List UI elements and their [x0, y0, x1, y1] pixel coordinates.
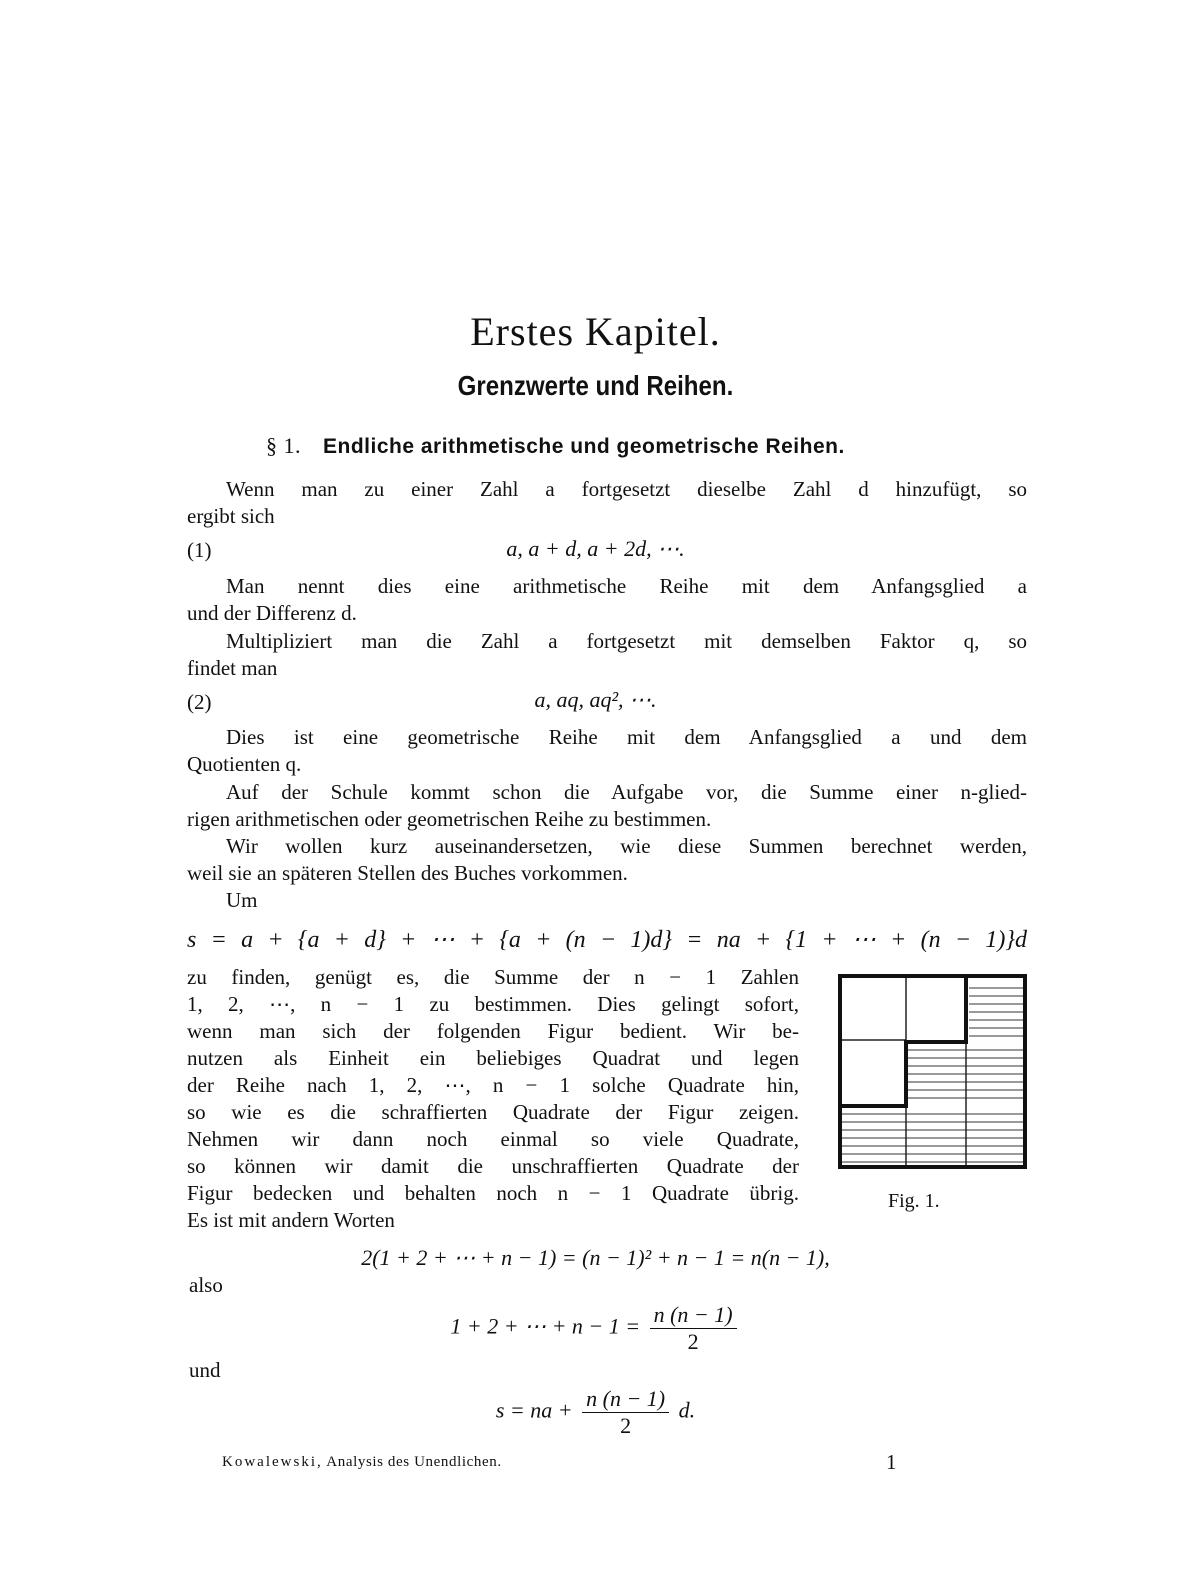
paragraph-5-line-2: rigen arithmetischen oder geometrischen Reihe zu bestimmen.	[187, 807, 712, 831]
equation-4: 2(1 + 2 + ⋯ + n − 1) = (n − 1)² + n − 1 = n(n − 1),	[361, 1245, 830, 1270]
paragraph-4-line-1: Dies ist eine geometrische Reihe mit dem Anfangsglied a und dem	[226, 725, 1027, 749]
equation-6	[0, 1386, 1191, 1439]
paragraph-3-line-2: findet man	[187, 656, 278, 680]
wrapped-text-line: 1, 2, ⋯, n − 1 zu bestimmen. Dies gelingt sofort,	[187, 992, 799, 1016]
footer-author: Kowalewski,	[222, 1454, 323, 1470]
equation-3: s = a + {a + d} + ⋯ + {a + (n − 1)d} = na + {1 + ⋯ + (n − 1)}d	[187, 927, 1027, 953]
wrapped-text-line: wenn man sich der folgenden Figur bedient. Wir be-	[187, 1019, 799, 1043]
equation-1: a, a + d, a + 2d, ⋯.	[506, 536, 685, 561]
equation-2-number: (2)	[187, 690, 212, 714]
wrapped-text-line: Nehmen wir dann noch einmal so viele Quadrate,	[187, 1127, 799, 1151]
paragraph-6-line-1: Wir wollen kurz auseinandersetzen, wie diese Summen berechnet werden,	[226, 834, 1027, 858]
equation-5	[0, 1302, 1191, 1355]
wrapped-text-line: nutzen als Einheit ein beliebiges Quadrat und legen	[187, 1046, 799, 1070]
section-heading	[266, 433, 845, 459]
wrapped-text-line: der Reihe nach 1, 2, ⋯, n − 1 solche Quadrate hin,	[187, 1073, 799, 1097]
wrapped-text-line: so wie es die schraffierten Quadrate der Figur zeigen.	[187, 1100, 799, 1124]
figure-1-diagram	[838, 974, 1028, 1170]
paragraph-6-line-2: weil sie an späteren Stellen des Buches vorkommen.	[187, 861, 628, 885]
chapter-title: Erstes Kapitel.	[470, 309, 721, 354]
chapter-subtitle: Grenzwerte und Reihen.	[457, 370, 734, 401]
connector-und: und	[189, 1358, 221, 1382]
section-title: Endliche arithmetische und geometrische Reihen.	[323, 435, 845, 458]
section-number: § 1.	[266, 433, 301, 458]
equation-6-left: s = na +	[495, 1397, 573, 1423]
page-number: 1	[886, 1450, 897, 1474]
paragraph-2-line-1: Man nennt dies eine arithmetische Reihe mit dem Anfangsglied a	[226, 574, 1027, 598]
figure-caption: Fig. 1.	[888, 1190, 940, 1212]
footer-citation	[222, 1454, 502, 1471]
paragraph-1-line-1: Wenn man zu einer Zahl a fortgesetzt dieselbe Zahl d hinzufügt, so	[226, 477, 1027, 501]
paragraph-5-line-1: Auf der Schule kommt schon die Aufgabe vor, die Summe einer n-glied-	[226, 780, 1027, 804]
equation-6-numerator: n (n − 1)	[582, 1386, 669, 1413]
wrapped-text-line: so können wir damit die unschraffierten Quadrate der	[187, 1154, 799, 1178]
paragraph-1-line-2: ergibt sich	[187, 504, 275, 528]
paragraph-2-line-2: und der Differenz d.	[187, 601, 357, 625]
equation-6-denominator: 2	[620, 1413, 632, 1438]
wrapped-text-line: Figur bedecken und behalten noch n − 1 Quadrate übrig.	[187, 1181, 799, 1205]
connector-also: also	[189, 1273, 223, 1297]
wrapped-text-line: zu finden, genügt es, die Summe der n − 1 Zahlen	[187, 965, 799, 989]
wrapped-text-line: Es ist mit andern Worten	[187, 1208, 395, 1232]
equation-6-fraction	[582, 1386, 669, 1439]
paragraph-3-line-1: Multipliziert man die Zahl a fortgesetzt mit demselben Faktor q, so	[226, 629, 1027, 653]
equation-5-numerator: n (n − 1)	[650, 1302, 737, 1329]
equation-6-right: d.	[678, 1397, 696, 1423]
equation-2: a, aq, aq², ⋯.	[534, 687, 657, 712]
footer-book-title: Analysis des Unendlichen.	[326, 1454, 502, 1470]
paragraph-7-line-1: Um	[226, 888, 258, 912]
equation-5-fraction	[650, 1302, 737, 1355]
equation-5-left: 1 + 2 + ⋯ + n − 1 =	[450, 1313, 641, 1339]
equation-1-number: (1)	[187, 538, 212, 562]
equation-5-denominator: 2	[687, 1329, 699, 1354]
paragraph-4-line-2: Quotienten q.	[187, 752, 302, 776]
